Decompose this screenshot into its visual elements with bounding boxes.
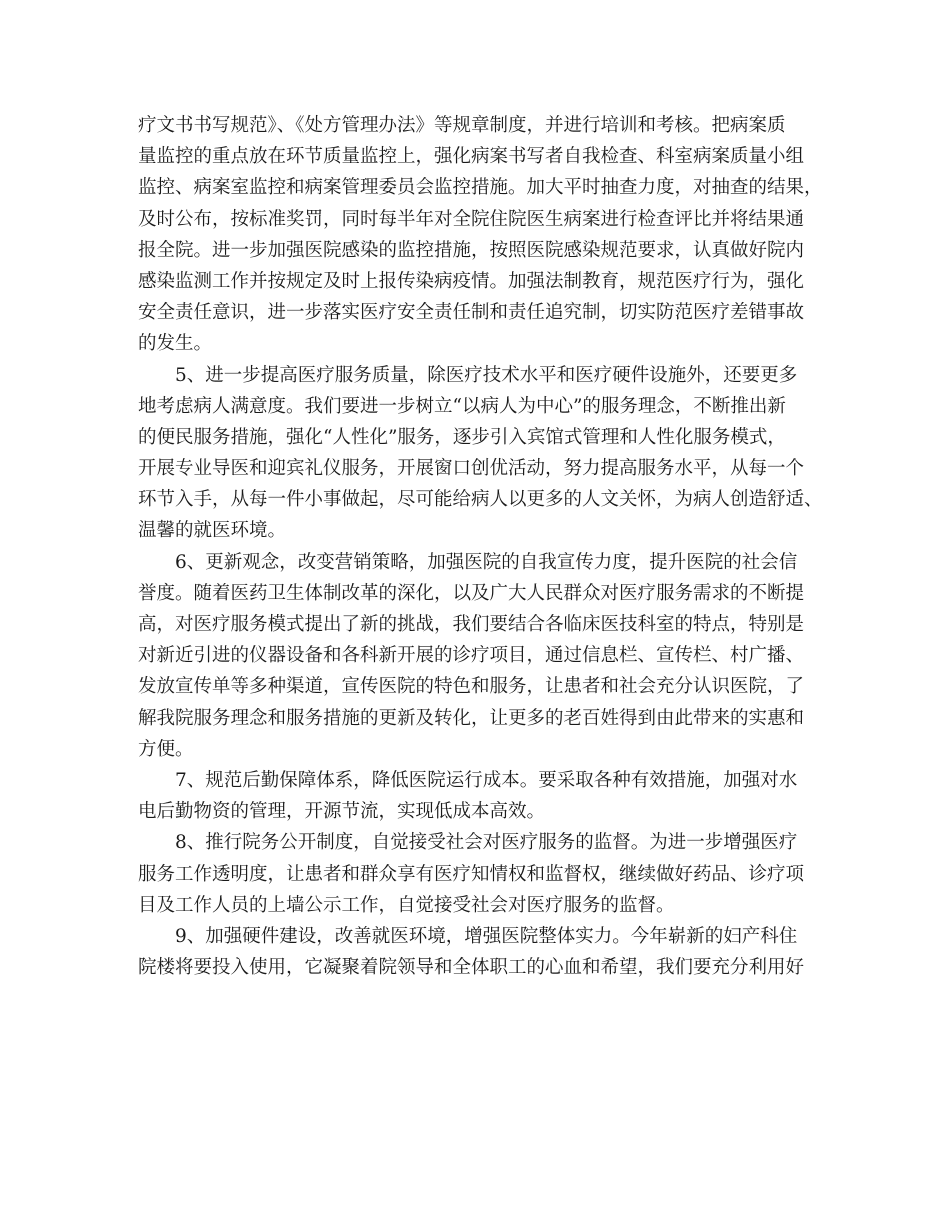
text-line: 7、规范后勤保障体系，降低医院运行成本。要采取各种有效措施，加强对水	[175, 769, 798, 791]
text-line: 量监控的重点放在环节质量监控上，强化病案书写者自我检查、科室病案质量小组	[138, 146, 805, 168]
text-line: 疗文书书写规范》、《处方管理办法》等规章制度，并进行培训和考核。把病案质	[138, 115, 786, 136]
paragraph	[138, 547, 818, 765]
text-line: 8、推行院务公开制度，自觉接受社会对医疗服务的监督。为进一步增强医疗	[175, 832, 798, 854]
text-line: 5、进一步提高医疗服务质量，除医疗技术水平和医疗硬件设施外，还要更多	[175, 364, 798, 386]
paragraph	[138, 827, 818, 921]
paragraph	[138, 921, 818, 983]
text-line: 对新近引进的仪器设备和各科新开展的诊疗项目，通过信息栏、宣传栏、村广播、	[138, 645, 805, 667]
text-line: 解我院服务理念和服务措施的更新及转化，让更多的老百姓得到由此带来的实惠和	[138, 707, 805, 729]
text-line: 电后勤物资的管理，开源节流，实现低成本高效。	[138, 801, 546, 823]
text-line: 监控、病案室监控和病案管理委员会监控措施。加大平时抽查力度，对抽查的结果，	[138, 177, 823, 199]
text-line: 服务工作透明度，让患者和群众享有医疗知情权和监督权，继续做好药品、诊疗项	[138, 863, 805, 885]
text-line: 及时公布，按标准奖罚，同时每半年对全院住院医生病案进行检查评比并将结果通	[138, 208, 805, 230]
paragraph	[138, 765, 818, 827]
paragraph	[138, 110, 823, 360]
text-line: 报全院。进一步加强医院感染的监控措施，按照医院感染规范要求，认真做好院内	[138, 239, 805, 261]
text-line: 环节入手，从每一件小事做起，尽可能给病人以更多的人文关怀，为病人创造舒适、	[138, 489, 823, 511]
document-body	[138, 110, 823, 983]
text-line: 誉度。随着医药卫生体制改革的深化，以及广大人民群众对医疗服务需求的不断提	[138, 582, 805, 604]
text-line: 6、更新观念，改变营销策略，加强医院的自我宣传力度，提升医院的社会信	[175, 551, 798, 573]
text-line: 院楼将要投入使用，它凝聚着院领导和全体职工的心血和希望，我们要充分利用好	[138, 957, 805, 979]
text-line: 发放宣传单等多种渠道，宣传医院的特色和服务，让患者和社会充分认识医院，了	[138, 676, 805, 698]
text-line: 开展专业导医和迎宾礼仪服务，开展窗口创优活动，努力提高服务水平，从每一个	[138, 458, 805, 480]
text-line: 的便民服务措施，强化“人性化”服务，逐步引入宾馆式管理和人性化服务模式，	[138, 426, 786, 448]
text-line: 方便。	[138, 738, 194, 760]
text-line: 温馨的就医环境。	[138, 520, 287, 542]
text-line: 安全责任意识，进一步落实医疗安全责任制和责任追究制，切实防范医疗差错事故	[138, 302, 805, 324]
text-line: 9、加强硬件建设，改善就医环境，增强医院整体实力。今年崭新的妇产科住	[175, 925, 798, 947]
text-line: 目及工作人员的上墙公示工作，自觉接受社会对医疗服务的监督。	[138, 894, 675, 916]
text-line: 高，对医疗服务模式提出了新的挑战，我们要结合各临床医技科室的特点，特别是	[138, 614, 805, 635]
paragraph	[138, 360, 823, 547]
text-line: 地考虑病人满意度。我们要进一步树立“以病人为中心”的服务理念，不断推出新	[138, 395, 786, 417]
text-line: 感染监测工作并按规定及时上报传染病疫情。加强法制教育，规范医疗行为，强化	[138, 270, 805, 292]
text-line: 的发生。	[138, 333, 213, 355]
